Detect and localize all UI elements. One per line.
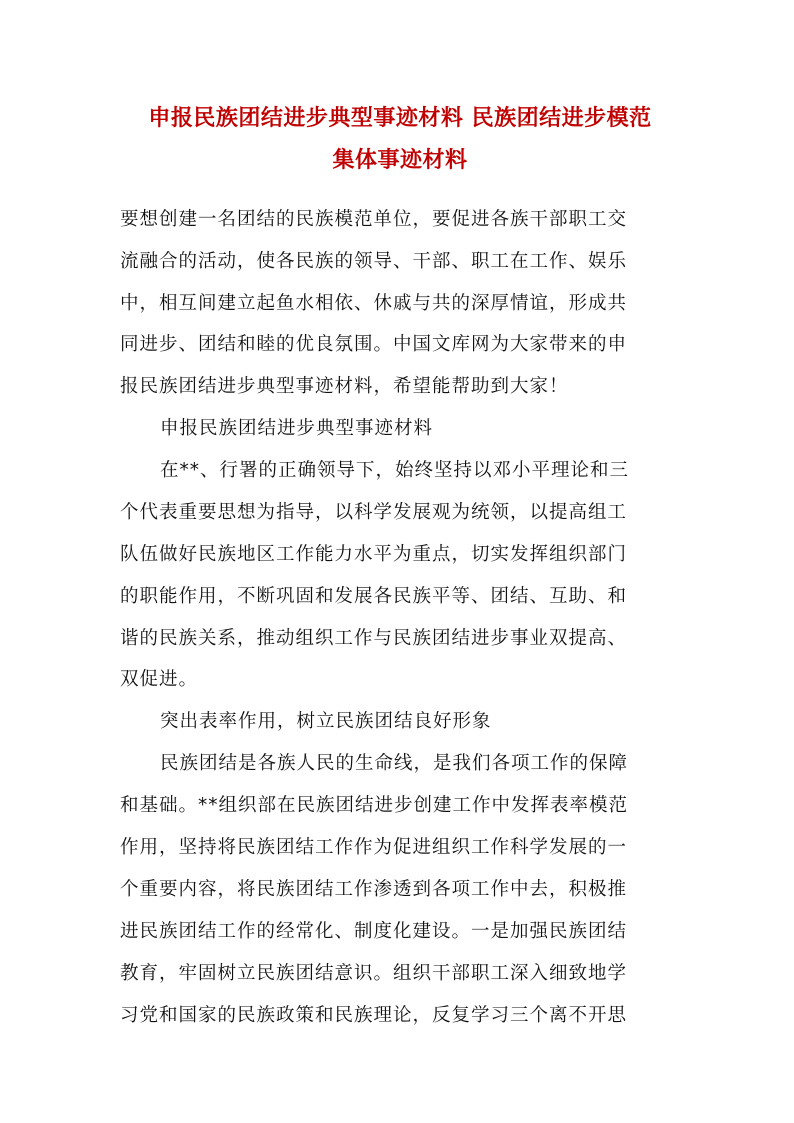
document-title-line-1: 申报民族团结进步典型事迹材料 民族团结进步模范	[148, 105, 652, 131]
section-heading: 申报民族团结进步典型事迹材料	[160, 418, 434, 439]
body-text-line: 双促进。	[120, 669, 199, 690]
body-text-line: 个重要内容，将民族团结工作渗透到各项工作中去，积极推	[120, 879, 628, 900]
body-text-line: 队伍做好民族地区工作能力水平为重点，切实发挥组织部门	[120, 544, 628, 565]
body-text-line: 和基础。**组织部在民族团结进步创建工作中发挥表率模范	[120, 795, 629, 816]
body-text-line: 教育，牢固树立民族团结意识。组织干部职工深入细致地学	[120, 963, 628, 984]
section-heading: 突出表率作用，树立民族团结良好形象	[160, 711, 492, 732]
body-text-line: 要想创建一名团结的民族模范单位，要促进各族干部职工交	[120, 209, 628, 230]
body-text-line: 中，相互间建立起鱼水相依、休戚与共的深厚情谊，形成共	[120, 293, 628, 314]
body-text-line: 进民族团结工作的经常化、制度化建设。一是加强民族团结	[120, 921, 628, 942]
body-text-line: 个代表重要思想为指导，以科学发展观为统领，以提高组工	[120, 502, 628, 523]
document-title-line-2: 集体事迹材料	[332, 147, 468, 173]
body-text-line: 流融合的活动，使各民族的领导、干部、职工在工作、娱乐	[120, 251, 628, 272]
body-text-line: 报民族团结进步典型事迹材料，希望能帮助到大家！	[120, 376, 569, 397]
body-text-line: 的职能作用，不断巩固和发展各民族平等、团结、互助、和	[120, 586, 628, 607]
body-text-line: 在**、行署的正确领导下，始终坚持以邓小平理论和三	[160, 460, 630, 481]
body-text-line: 谐的民族关系，推动组织工作与民族团结进步事业双提高、	[120, 628, 628, 649]
body-text-line: 同进步、团结和睦的优良氛围。中国文库网为大家带来的申	[120, 334, 628, 355]
body-text-line: 民族团结是各族人民的生命线，是我们各项工作的保障	[160, 753, 629, 774]
body-text-line: 习党和国家的民族政策和民族理论，反复学习三个离不开思	[120, 1005, 628, 1026]
body-text-line: 作用，坚持将民族团结工作作为促进组织工作科学发展的一	[120, 837, 628, 858]
